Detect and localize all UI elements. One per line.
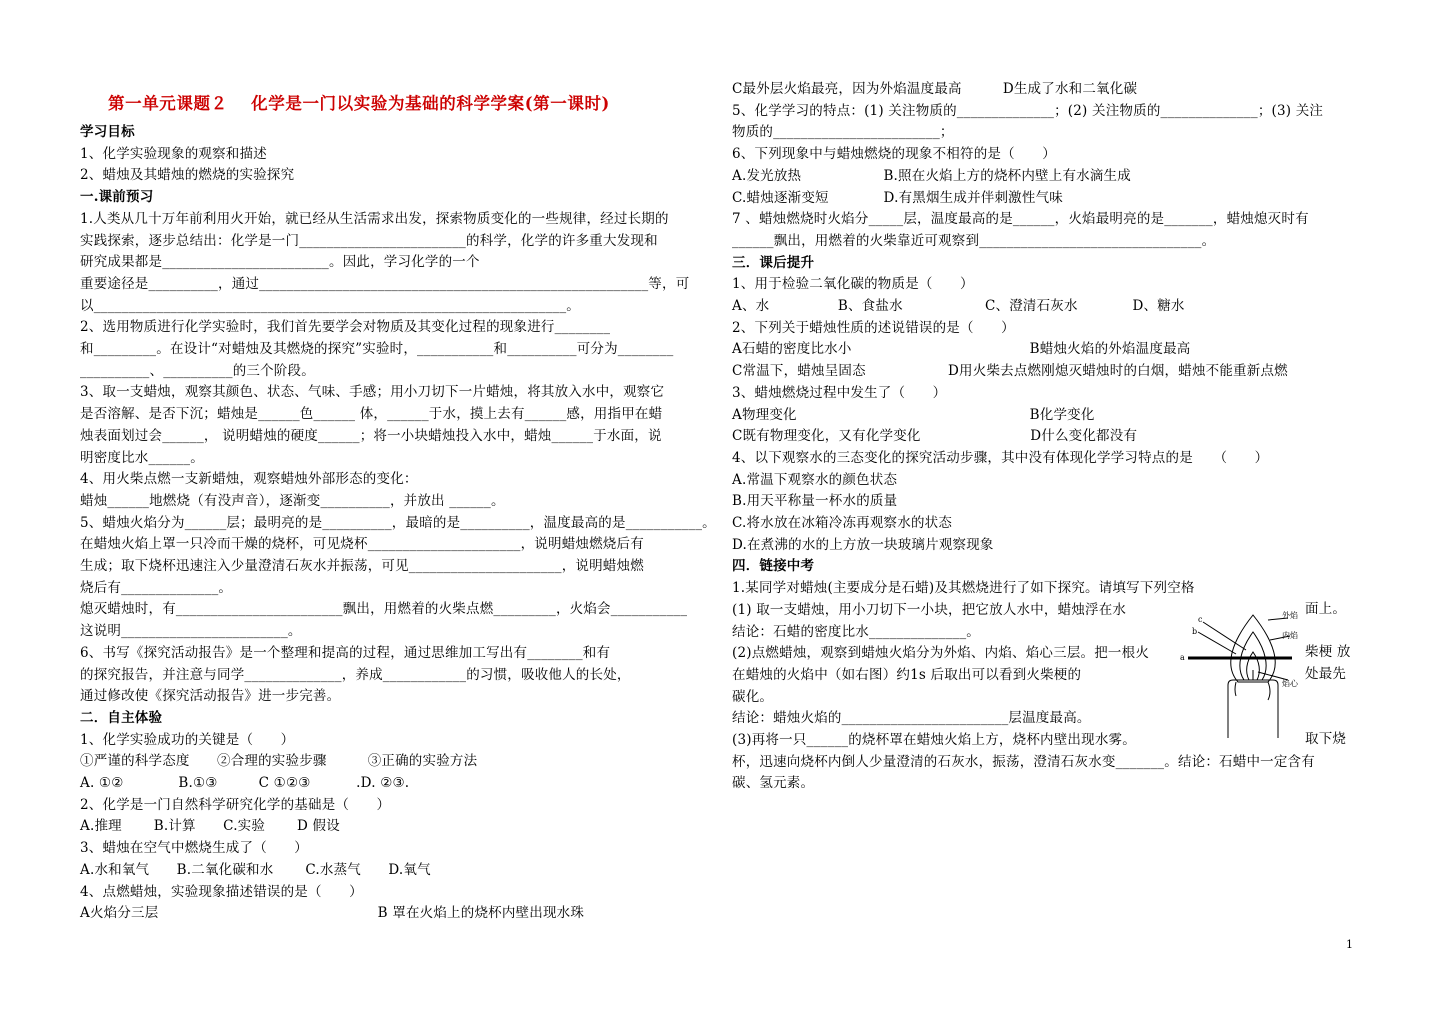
left-column-line: 的探究报告，并注意与同学______________，养成____________的习惯，吸收他人的长处， [80, 666, 631, 683]
left-column-line: 以____________________________________________________________________。 [80, 297, 580, 314]
right-column-line: (2)点燃蜡烛，观察到蜡烛火焰分为外焰、内焰、焰心三层。把一根火 [732, 645, 1150, 662]
tail-match: 柴梗 放 [1305, 644, 1351, 660]
right-column-line: A.常温下观察水的颜色状态 [732, 471, 898, 488]
right-column-line: A.发光放热 B.照在火焰上方的烧杯内壁上有水滴生成 [732, 167, 1131, 184]
candle-flame-figure [1178, 610, 1302, 740]
right-column-line: 4、以下观察水的三态变化的探究活动步骤，其中没有体现化学学习特点的是 （ ） [732, 449, 1269, 466]
right-column-line: 结论：蜡烛火焰的________________________层温度最高。 [732, 710, 1091, 727]
left-column-line: 和_________。在设计“对蜡烛及其燃烧的探究”实验时，___________和__________可分为________ [80, 341, 674, 357]
right-column-line: (3)再将一只______的烧杯罩在蜡烛火焰上方，烧杯内壁出现水雾。 [732, 732, 1136, 748]
left-column-line: 6、书写《探究活动报告》是一个整理和提高的过程，通过思维加工写出有________和有 [80, 644, 611, 661]
label-outer: 外焰 [1282, 611, 1298, 620]
right-column-line: A石蜡的密度比水小 B蜡烛火焰的外焰温度最高 [732, 341, 1191, 358]
right-column-line: C常温下，蜡烛呈固态 D用火柴去点燃刚熄灭蜡烛时的白烟，蜡烛不能重新点燃 [732, 363, 1288, 380]
left-column-line: 学习目标 [80, 124, 135, 140]
left-column-line: 重要途径是__________，通过________________________________________________________等，可 [80, 275, 690, 292]
left-column-line: 是否溶解、是否下沉；蜡烛是______色______ 体，______于水，摸上去有______感，用指甲在蜡 [80, 406, 663, 423]
left-column-line: 熄灭蜡烛时，有________________________飘出，用燃着的火柴点燃_________，火焰会___________ [80, 601, 688, 618]
left-column-line: A火焰分三层 B 罩在火焰上的烧杯内壁出现水珠 [80, 905, 585, 922]
left-column-line: 1、化学实验成功的关键是（ ） [80, 731, 295, 748]
right-column-line: (1) 取一支蜡烛，用小刀切下一小块，把它放人水中，蜡烛浮在水 [732, 601, 1127, 618]
page-number: 1 [1346, 938, 1353, 951]
left-column-line: A.水和氧气 B.二氧化碳和水 C.水蒸气 D.氧气 [80, 861, 431, 878]
right-column-line: 结论：石蜡的密度比水______________。 [732, 623, 980, 640]
right-column-line: 2、下列关于蜡烛性质的述说错误的是（ ） [732, 319, 1015, 336]
left-column-line: 4、用火柴点燃一支新蜡烛，观察蜡烛外部形态的变化： [80, 471, 418, 488]
left-column-line: 1、化学实验现象的观察和描述 [80, 145, 267, 162]
left-column-line: 二．自主体验 [80, 709, 163, 726]
right-column-line: A、水 B、食盐水 C、澄清石灰水 D、糖水 [732, 298, 1185, 314]
left-column-line: 通过修改使《探究活动报告》进一步完善。 [80, 688, 341, 705]
left-column-line: 2、选用物质进行化学实验时，我们首先要学会对物质及其变化过程的现象进行________ [80, 319, 611, 336]
right-column-line: B.用天平称量一杯水的质量 [732, 493, 898, 510]
left-column-line: 这说明________________________。 [80, 623, 302, 640]
left-column-line: A. ①② B.①③ C ①②③ .D. ②③. [80, 775, 410, 791]
left-column-line: 1.人类从几十万年前利用火开始，就已经从生活需求出发，探索物质变化的一些规律，经过长期的 [80, 210, 669, 227]
left-column-line: 2、化学是一门自然科学研究化学的基础是（ ） [80, 796, 391, 813]
right-column-line: C最外层火焰最亮，因为外焰温度最高 D生成了水和二氧化碳 [732, 81, 1138, 97]
right-column-line: 1.某同学对蜡烛(主要成分是石蜡)及其燃烧进行了如下探究。请填写下列空格 [732, 580, 1195, 597]
left-column-line: 生成；取下烧杯迅速注入少量澄清石灰水并振荡，可见______________________，说明蜡烛燃 [80, 558, 644, 574]
label-inner: 内焰 [1282, 631, 1298, 640]
right-column-line: 碳、氢元素。 [732, 775, 815, 792]
right-column-line: 7 、蜡烛燃烧时火焰分_____层，温度最高的是______，火焰最明亮的是_______，蜡烛熄灭时有 [732, 211, 1309, 228]
tail-surface: 面上。 [1305, 601, 1347, 617]
right-column-line: C既有物理变化，又有化学变化 D什么变化都没有 [732, 428, 1138, 445]
right-column-line: 在蜡烛的火焰中（如右图）约1s 后取出可以看到火柴梗的 [732, 666, 1082, 683]
right-column-line: 物质的________________________； [732, 124, 954, 141]
right-column-line: 杯，迅速向烧杯内倒人少量澄清的石灰水，振荡，澄清石灰水变_______。结论：石蜡中一定含有 [732, 753, 1315, 770]
right-column-line: 6、下列现象中与蜡烛燃烧的现象不相符的是（ ） [732, 146, 1056, 163]
right-column-line: 四．链接中考 [732, 558, 815, 575]
left-column-line: 在蜡烛火焰上罩一只冷而干燥的烧杯，可见烧杯______________________，说明蜡烛燃烧后有 [80, 536, 644, 553]
right-column-line: 碳化。 [732, 688, 774, 705]
label-b: b [1192, 627, 1198, 636]
right-column-line: 1、用于检验二氧化碳的物质是（ ） [732, 276, 974, 293]
right-column-line: 3、蜡烛燃烧过程中发生了（ ） [732, 384, 947, 401]
left-column-line: A.推理 B.计算 C.实验 D 假设 [80, 818, 340, 835]
left-column-line: 3、蜡烛在空气中燃烧生成了（ ） [80, 840, 308, 857]
left-column-line: 实践探索，逐步总结出：化学是一门________________________的科学，化学的许多重大发现和 [80, 232, 658, 249]
label-a: a [1180, 653, 1185, 662]
tail-remove: 取下烧 [1305, 731, 1347, 747]
left-column-line: 蜡烛______地燃烧（有没声音），逐渐变__________，并放出 ______。 [80, 492, 505, 509]
right-column-line: D.在煮沸的水的上方放一块玻璃片观察现象 [732, 536, 994, 553]
left-column-line: 3、取一支蜡烛，观察其颜色、状态、气味、手感；用小刀切下一片蜡烛，将其放入水中，观察它 [80, 384, 665, 401]
label-core: 焰心 [1282, 679, 1298, 688]
left-column-line: ①严谨的科学态度 ②合理的实验步骤 ③正确的实验方法 [80, 753, 478, 770]
right-column-line: C.将水放在冰箱冷冻再观察水的状态 [732, 515, 953, 531]
left-column-line: 一.课前预习 [80, 189, 154, 206]
left-column-line: 明密度比水______。 [80, 449, 204, 466]
left-column-line: 烛表面划过会______， 说明蜡烛的硬度______；将一小块蜡烛投入水中，蜡烛______于水面，说 [80, 427, 662, 444]
label-c: c [1198, 615, 1203, 624]
right-column-line: C.蜡烛逐渐变短 D.有黑烟生成并伴刺激性气味 [732, 189, 1063, 206]
left-column-line: 研究成果都是________________________。因此，学习化学的一个 [80, 254, 480, 271]
left-column-line: 烧后有______________。 [80, 579, 233, 596]
right-column-line: ______飘出，用燃着的火柴靠近可观察到________________________________。 [732, 232, 1216, 249]
page-title: 第一单元课题２ 化学是一门以实验为基础的科学学案(第一课时) [108, 94, 610, 113]
tail-first: 处最先 [1305, 666, 1347, 682]
left-column-line: __________、__________的三个阶段。 [80, 362, 315, 379]
left-column-line: 2、蜡烛及其蜡烛的燃烧的实验探究 [80, 167, 295, 184]
right-column-line: 5、化学学习的特点：(1) 关注物质的______________；(2) 关注物质的______________；(3) 关注 [732, 102, 1324, 119]
right-column-line: A物理变化 B化学变化 [732, 406, 1095, 423]
right-column-line: 三．课后提升 [732, 254, 815, 271]
left-column-line: 5、蜡烛火焰分为______层；最明亮的是__________，最暗的是__________，温度最高的是___________。 [80, 514, 716, 531]
left-column-line: 4、点燃蜡烛，实验现象描述错误的是（ ） [80, 883, 363, 900]
